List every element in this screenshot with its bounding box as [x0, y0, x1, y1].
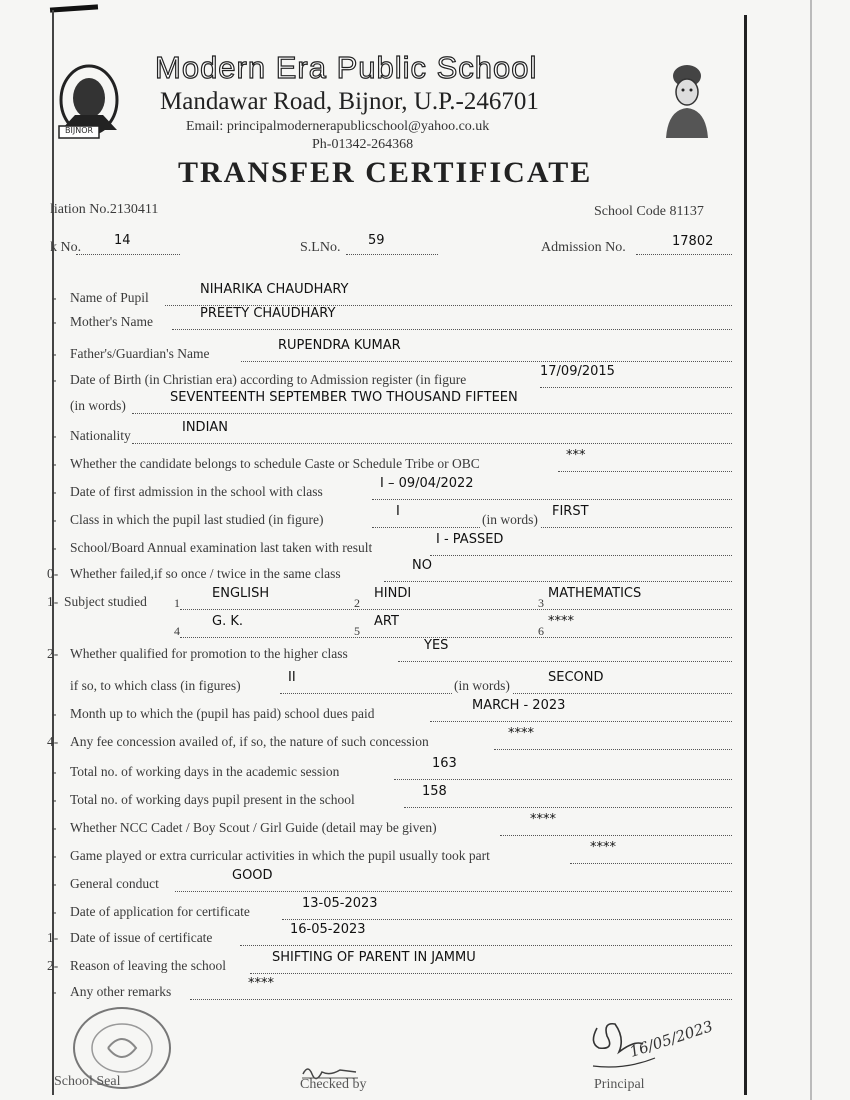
field-label: Date of first admission in the school with class — [70, 484, 323, 499]
founder-portrait — [662, 62, 712, 138]
field-dotted-line — [241, 361, 732, 362]
admission-no-label: Admission No. — [541, 240, 626, 255]
field-number: 4- — [47, 734, 59, 749]
field-label: School/Board Annual examination last taken with result — [70, 540, 373, 555]
field-label-2: (in words) — [482, 512, 538, 527]
school-logo — [55, 60, 127, 142]
field-value: I - PASSED — [436, 532, 504, 547]
field-dotted-line — [190, 999, 732, 1000]
subjects-dotted-line — [180, 637, 732, 638]
field-value: I – 09/04/2022 — [380, 476, 474, 491]
page-edge-line — [810, 0, 812, 1100]
field-value: **** — [590, 840, 616, 855]
field-number: - — [52, 792, 57, 807]
field-label: (in words) — [70, 398, 126, 413]
admission-no-dots — [636, 254, 732, 255]
field-dotted-line — [172, 329, 732, 330]
slno-label: S.LNo. — [300, 240, 341, 255]
field-dotted-line — [240, 945, 732, 946]
field-number: - — [52, 848, 57, 863]
subject-number: 3 — [538, 596, 544, 610]
field-dotted-line — [404, 807, 732, 808]
subjects-label: Subject studied — [64, 594, 147, 609]
field-label: Month up to which the (pupil has paid) school dues paid — [70, 706, 375, 721]
field-label: Date of issue of certificate — [70, 930, 213, 945]
admission-no-value: 17802 — [672, 234, 714, 249]
field-label: Nationality — [70, 428, 131, 443]
subject-name: G. K. — [212, 614, 243, 629]
field-number: - — [52, 372, 57, 387]
field-number: 0- — [47, 566, 59, 581]
field-label: Whether qualified for promotion to the higher class — [70, 646, 348, 661]
field-label: Date of Birth (in Christian era) according to Admission register (in figure — [70, 372, 467, 387]
field-label: Date of application for certificate — [70, 904, 250, 919]
logo-caption: BIJNOR — [65, 126, 94, 135]
field-number: - — [52, 820, 57, 835]
field-dotted-line — [540, 387, 732, 388]
field-value: GOOD — [232, 868, 273, 883]
field-dotted-line — [570, 863, 732, 864]
principal-label: Principal — [594, 1077, 645, 1092]
field-number: 2- — [47, 958, 59, 973]
school-address: Mandawar Road, Bijnor, U.P.-246701 — [160, 88, 539, 115]
principal-sign-date: 16/05/2023 — [627, 1017, 716, 1061]
field-number: - — [52, 540, 57, 555]
field-label: Whether the candidate belongs to schedule Caste or Schedule Tribe or OBC — [70, 456, 480, 471]
field-dotted-line — [430, 721, 732, 722]
field-value: NIHARIKA CHAUDHARY — [200, 282, 349, 297]
field-value-2: FIRST — [552, 504, 589, 519]
field-number: - — [52, 984, 57, 999]
school-email: Email: principalmodernerapublicschool@yahoo.co.uk — [186, 119, 490, 134]
field-value: 17/09/2015 — [540, 364, 615, 379]
field-dotted-line — [132, 443, 732, 444]
field-number: - — [52, 290, 57, 305]
school-phone: Ph-01342-264368 — [312, 137, 414, 152]
subject-number: 6 — [538, 624, 544, 638]
subject-name: ART — [374, 614, 399, 629]
subject-name: MATHEMATICS — [548, 586, 642, 601]
field-dotted-line — [132, 413, 732, 414]
subject-number: 1 — [174, 596, 180, 610]
document-title: TRANSFER CERTIFICATE — [178, 156, 593, 189]
field-dotted-line — [175, 891, 732, 892]
field-number: - — [52, 706, 57, 721]
field-value-2: SECOND — [548, 670, 604, 685]
field-label: Game played or extra curricular activities in which the pupil usually took part — [70, 848, 490, 863]
field-value: 163 — [432, 756, 457, 771]
field-value: INDIAN — [182, 420, 229, 435]
field-label: Reason of leaving the school — [70, 958, 226, 973]
subject-name: **** — [548, 614, 574, 629]
field-label: Whether NCC Cadet / Boy Scout / Girl Guide (detail may be given) — [70, 820, 437, 835]
field-value: PREETY CHAUDHARY — [200, 306, 336, 321]
book-no-label: k No. — [50, 240, 82, 255]
field-number: - — [52, 876, 57, 891]
scan-corner-mark — [50, 4, 98, 12]
slno-value: 59 — [368, 233, 385, 248]
field-dotted-line — [384, 581, 732, 582]
field-label: Any other remarks — [70, 984, 172, 999]
school-name: Modern Era Public School — [155, 50, 538, 85]
checked-by-label: Checked by — [300, 1077, 367, 1092]
right-border-line — [744, 15, 747, 1095]
field-number: - — [52, 428, 57, 443]
school-code: School Code 81137 — [594, 204, 704, 219]
subjects-num: 1- — [47, 594, 59, 609]
field-value: 158 — [422, 784, 447, 799]
field-label: Whether failed,if so once / twice in the same class — [70, 566, 341, 581]
school-seal-label: School Seal — [54, 1074, 121, 1089]
subject-number: 5 — [354, 624, 360, 638]
field-number: 2- — [47, 646, 59, 661]
field-dotted-line — [430, 555, 732, 556]
field-label: General conduct — [70, 876, 159, 891]
field-value: 13-05-2023 — [302, 896, 378, 911]
field-dotted-line — [282, 919, 732, 920]
affiliation-number: liation No.2130411 — [50, 202, 159, 217]
field-value: **** — [530, 812, 556, 827]
slno-dots — [346, 254, 438, 255]
field-value: SHIFTING OF PARENT IN JAMMU — [272, 950, 476, 965]
field-value: *** — [566, 448, 586, 463]
field-dotted-line — [250, 973, 732, 974]
book-no-dots — [76, 254, 180, 255]
subject-name: ENGLISH — [212, 586, 270, 601]
field-label: Any fee concession availed of, if so, the nature of such concession — [70, 734, 429, 749]
field-value: RUPENDRA KUMAR — [278, 338, 401, 353]
field-label: if so, to which class (in figures) — [70, 678, 241, 693]
subject-number: 2 — [354, 596, 360, 610]
field-dotted-line — [398, 661, 732, 662]
book-no-value: 14 — [114, 233, 131, 248]
field-number: - — [52, 456, 57, 471]
field-dotted-line — [372, 499, 732, 500]
field-value: II — [288, 670, 296, 685]
field-number: - — [52, 314, 57, 329]
field-dotted-line — [494, 749, 732, 750]
field-label: Total no. of working days pupil present in the school — [70, 792, 355, 807]
field-value: SEVENTEENTH SEPTEMBER TWO THOUSAND FIFTEEN — [170, 390, 518, 405]
field-value: YES — [424, 638, 449, 653]
field-label: Father's/Guardian's Name — [70, 346, 210, 361]
field-label: Class in which the pupil last studied (in figure) — [70, 512, 324, 527]
field-dotted-line — [394, 779, 732, 780]
field-label: Total no. of working days in the academic session — [70, 764, 340, 779]
field-value: **** — [508, 726, 534, 741]
subjects-dotted-line — [180, 609, 732, 610]
field-dotted-line — [558, 471, 732, 472]
field-number: - — [52, 512, 57, 527]
field-number: - — [52, 484, 57, 499]
field-value: I — [396, 504, 400, 519]
field-label-2: (in words) — [454, 678, 510, 693]
field-value: **** — [248, 976, 274, 991]
field-number: - — [52, 904, 57, 919]
field-dotted-line — [500, 835, 732, 836]
field-number: 1- — [47, 930, 59, 945]
subject-name: HINDI — [374, 586, 412, 601]
field-label: Name of Pupil — [70, 290, 149, 305]
field-value: MARCH - 2023 — [472, 698, 566, 713]
field-dotted-line — [372, 527, 732, 528]
field-value: 16-05-2023 — [290, 922, 366, 937]
field-label: Mother's Name — [70, 314, 154, 329]
subject-number: 4 — [174, 624, 180, 638]
field-number: - — [52, 346, 57, 361]
field-value: NO — [412, 558, 432, 573]
field-number: - — [52, 764, 57, 779]
